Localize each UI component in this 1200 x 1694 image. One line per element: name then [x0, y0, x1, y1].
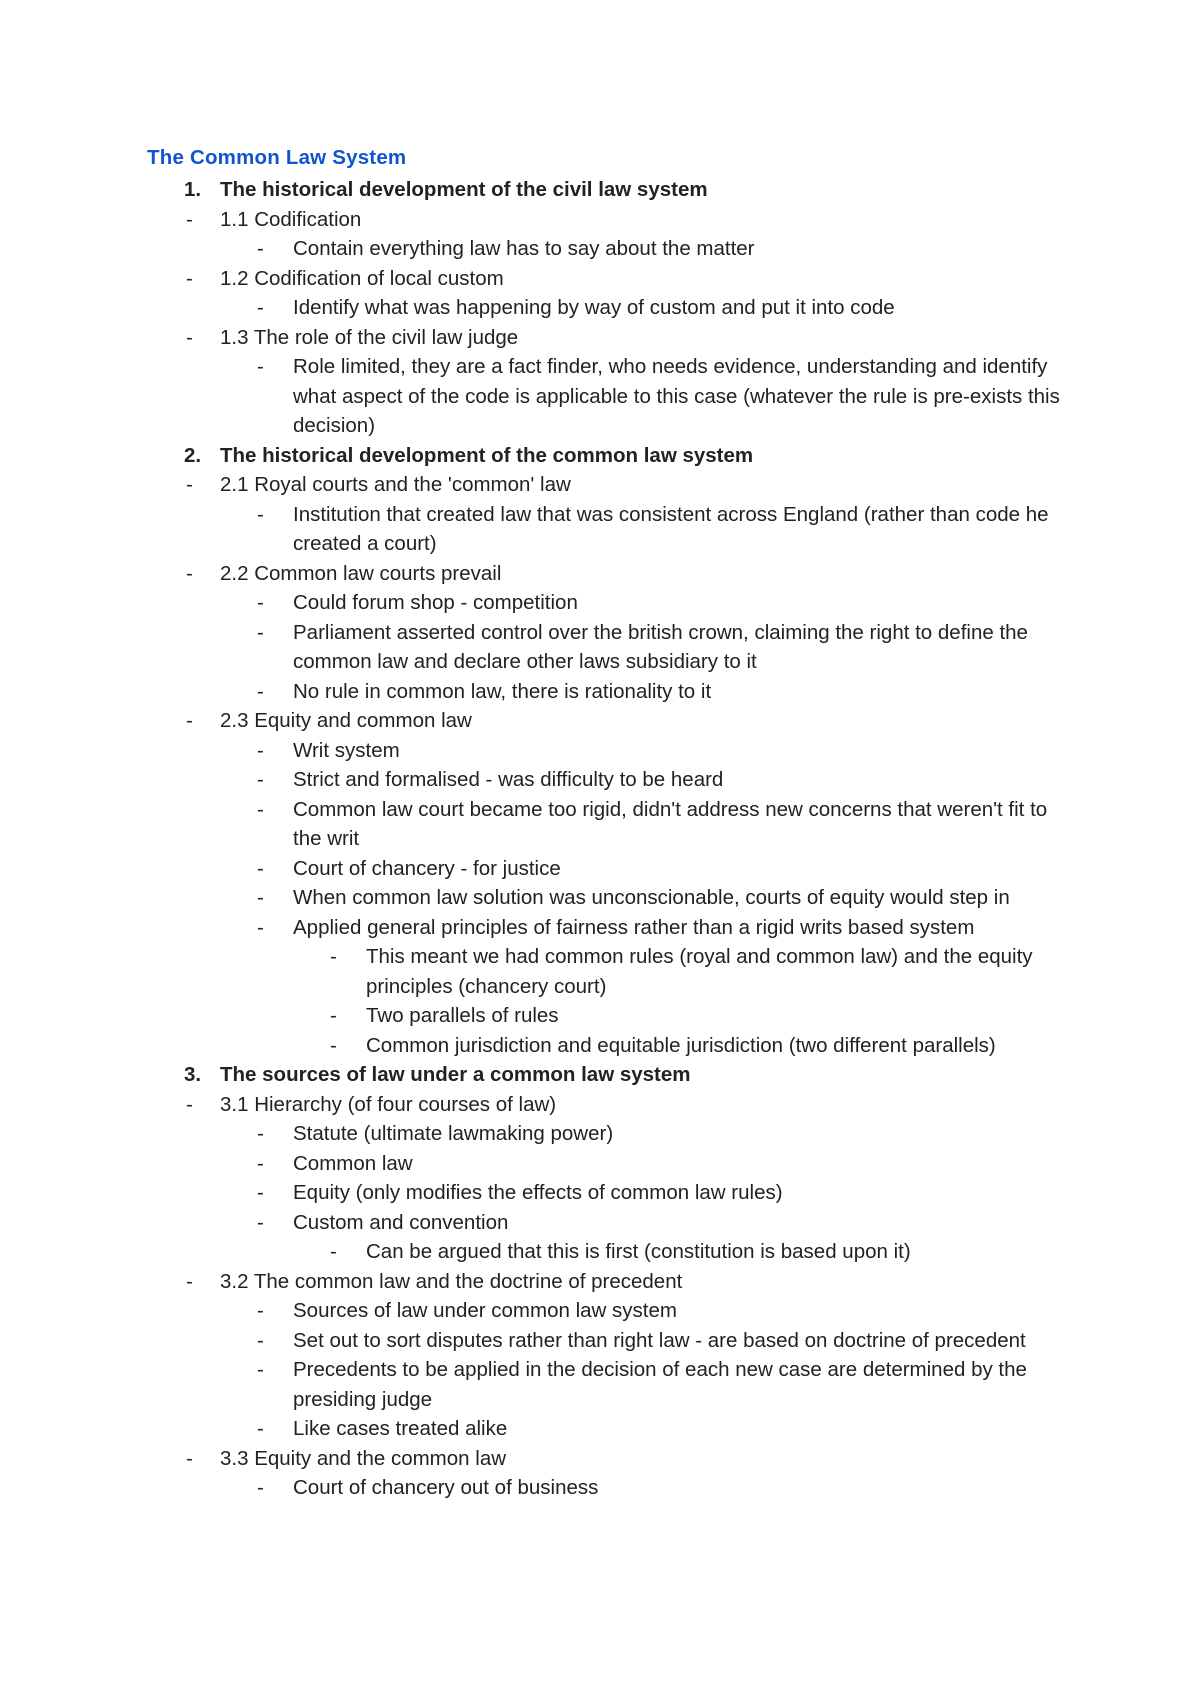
bullet-dash: - [330, 1033, 337, 1057]
bullet-dash: - [257, 1181, 264, 1204]
outline-item [0, 854, 1200, 884]
outline-item-text: Equity (only modifies the effects of common law rules) [293, 1181, 783, 1204]
bullet-dash: - [257, 1151, 264, 1175]
outline-item-text: 1.3 The role of the civil law judge [220, 325, 519, 349]
bullet-dash: - [186, 1269, 193, 1293]
outline-item-text: Could forum shop - competition [293, 591, 578, 614]
bullet-dash: - [257, 886, 264, 909]
bullet-dash: - [186, 1446, 193, 1470]
outline-item [0, 205, 1200, 235]
bullet-dash: - [257, 620, 264, 644]
bullet-dash: - [186, 1092, 193, 1116]
bullet-dash: - [257, 738, 264, 762]
outline-item [0, 323, 1200, 353]
outline-item [0, 942, 1200, 1001]
bullet-dash: - [257, 1122, 264, 1145]
bullet-dash: - [257, 1358, 264, 1381]
outline-item-text: Role limited, they are a fact finder, who needs evidence, understanding and identify what aspect of the code is applicable to this case (whatever the rule is pre-exists this decision) [293, 355, 1060, 437]
bullet-dash: - [186, 207, 193, 231]
outline-item-text: 2.1 Royal courts and the 'common' law [220, 473, 571, 496]
bullet-dash: - [257, 856, 264, 880]
bullet-dash: - [186, 709, 193, 732]
outline-item-text: Common jurisdiction and equitable jurisdiction (two different parallels) [366, 1033, 996, 1057]
outline-item-text: Sources of law under common law system [293, 1299, 677, 1322]
outline-item [0, 1090, 1200, 1120]
section-heading [0, 175, 1200, 205]
bullet-dash: - [257, 768, 264, 791]
document-title: The Common Law System [147, 146, 407, 169]
outline-item-text: Writ system [293, 738, 400, 762]
outline-item [0, 1178, 1200, 1208]
outline-item-text: Court of chancery - for justice [293, 856, 561, 880]
outline-item-text: 2.2 Common law courts prevail [220, 561, 502, 585]
outline-item [0, 883, 1200, 913]
outline-item-text: Parliament asserted control over the british crown, claiming the right to define the common law and declare other laws subsidiary to it [293, 620, 1028, 673]
outline-item [0, 618, 1200, 677]
outline-item [0, 234, 1200, 264]
outline-item [0, 1001, 1200, 1031]
section-number: 1. [184, 178, 202, 201]
outline-list [0, 175, 1200, 1503]
outline-item-text: Strict and formalised - was difficulty to be heard [293, 768, 724, 791]
outline-item [0, 264, 1200, 294]
outline-item-text: Set out to sort disputes rather than right law - are based on doctrine of precedent [293, 1328, 1026, 1352]
outline-item [0, 352, 1200, 441]
outline-item [0, 795, 1200, 854]
outline-item-text: Precedents to be applied in the decision of each new case are determined by the presiding judge [293, 1358, 1027, 1411]
outline-item-text: Can be argued that this is first (constitution is based upon it) [366, 1240, 911, 1263]
section-heading-text: The historical development of the common law system [220, 443, 754, 467]
outline-item-text: Common law court became too rigid, didn't address new concerns that weren't fit to the writ [293, 797, 1048, 850]
outline-item [0, 500, 1200, 559]
outline-item [0, 1031, 1200, 1061]
outline-item [0, 1208, 1200, 1238]
outline-item [0, 1355, 1200, 1414]
bullet-dash: - [330, 945, 337, 968]
outline-item-text: Like cases treated alike [293, 1417, 508, 1440]
bullet-dash: - [257, 1299, 264, 1322]
section-number: 2. [184, 443, 202, 467]
outline-item-text: Statute (ultimate lawmaking power) [293, 1122, 614, 1145]
bullet-dash: - [257, 1210, 264, 1234]
bullet-dash: - [257, 1328, 264, 1352]
outline-item-text: Institution that created law that was consistent across England (rather than code he created a court) [293, 502, 1049, 555]
outline-item [0, 913, 1200, 943]
outline-item-text: No rule in common law, there is rationality to it [293, 679, 712, 703]
bullet-dash: - [186, 325, 193, 349]
outline-item-text: When common law solution was unconscionable, courts of equity would step in [293, 886, 1010, 909]
outline-item-text: 2.3 Equity and common law [220, 709, 472, 732]
bullet-dash: - [186, 473, 193, 496]
bullet-dash: - [257, 1476, 264, 1499]
outline-item-text: This meant we had common rules (royal and common law) and the equity principles (chancery court) [366, 945, 1033, 998]
outline-item [0, 1444, 1200, 1474]
outline-item [0, 736, 1200, 766]
bullet-dash: - [257, 915, 264, 939]
bullet-dash: - [330, 1240, 337, 1263]
outline-item [0, 706, 1200, 736]
outline-item-text: Identify what was happening by way of custom and put it into code [293, 296, 895, 319]
bullet-dash: - [186, 266, 193, 290]
outline-item-text: 3.2 The common law and the doctrine of precedent [220, 1269, 683, 1293]
outline-item-text: 3.1 Hierarchy (of four courses of law) [220, 1092, 557, 1116]
outline-item-text: 3.3 Equity and the common law [220, 1446, 507, 1470]
outline-item [0, 765, 1200, 795]
outline-item-text: Common law [293, 1151, 413, 1175]
outline-item [0, 293, 1200, 323]
outline-item [0, 1119, 1200, 1149]
bullet-dash: - [257, 355, 264, 378]
bullet-dash: - [257, 296, 264, 319]
bullet-dash: - [257, 797, 264, 821]
outline-item-text: Court of chancery out of business [293, 1476, 599, 1499]
bullet-dash: - [257, 1417, 264, 1440]
section-number: 3. [184, 1063, 202, 1086]
outline-item [0, 677, 1200, 707]
bullet-dash: - [330, 1004, 337, 1027]
bullet-dash: - [257, 237, 264, 260]
section-heading [0, 1060, 1200, 1090]
outline-item-text: Contain everything law has to say about the matter [293, 237, 755, 260]
outline-item [0, 559, 1200, 589]
section-heading-text: The sources of law under a common law system [220, 1063, 691, 1086]
outline-item-text: 1.1 Codification [220, 207, 362, 231]
outline-item [0, 588, 1200, 618]
bullet-dash: - [257, 679, 264, 703]
outline-item [0, 1267, 1200, 1297]
bullet-dash: - [186, 561, 193, 585]
outline-item [0, 1296, 1200, 1326]
outline-item [0, 1149, 1200, 1179]
section-heading-text: The historical development of the civil law system [220, 178, 708, 201]
bullet-dash: - [257, 502, 264, 526]
bullet-dash: - [257, 591, 264, 614]
outline-item [0, 1473, 1200, 1503]
outline-item-text: Two parallels of rules [366, 1004, 559, 1027]
section-heading [0, 441, 1200, 471]
outline-item [0, 1414, 1200, 1444]
outline-item [0, 1237, 1200, 1267]
outline-item-text: Custom and convention [293, 1210, 509, 1234]
outline-item-text: Applied general principles of fairness rather than a rigid writs based system [293, 915, 975, 939]
outline-item [0, 1326, 1200, 1356]
outline-item [0, 470, 1200, 500]
outline-item-text: 1.2 Codification of local custom [220, 266, 504, 290]
